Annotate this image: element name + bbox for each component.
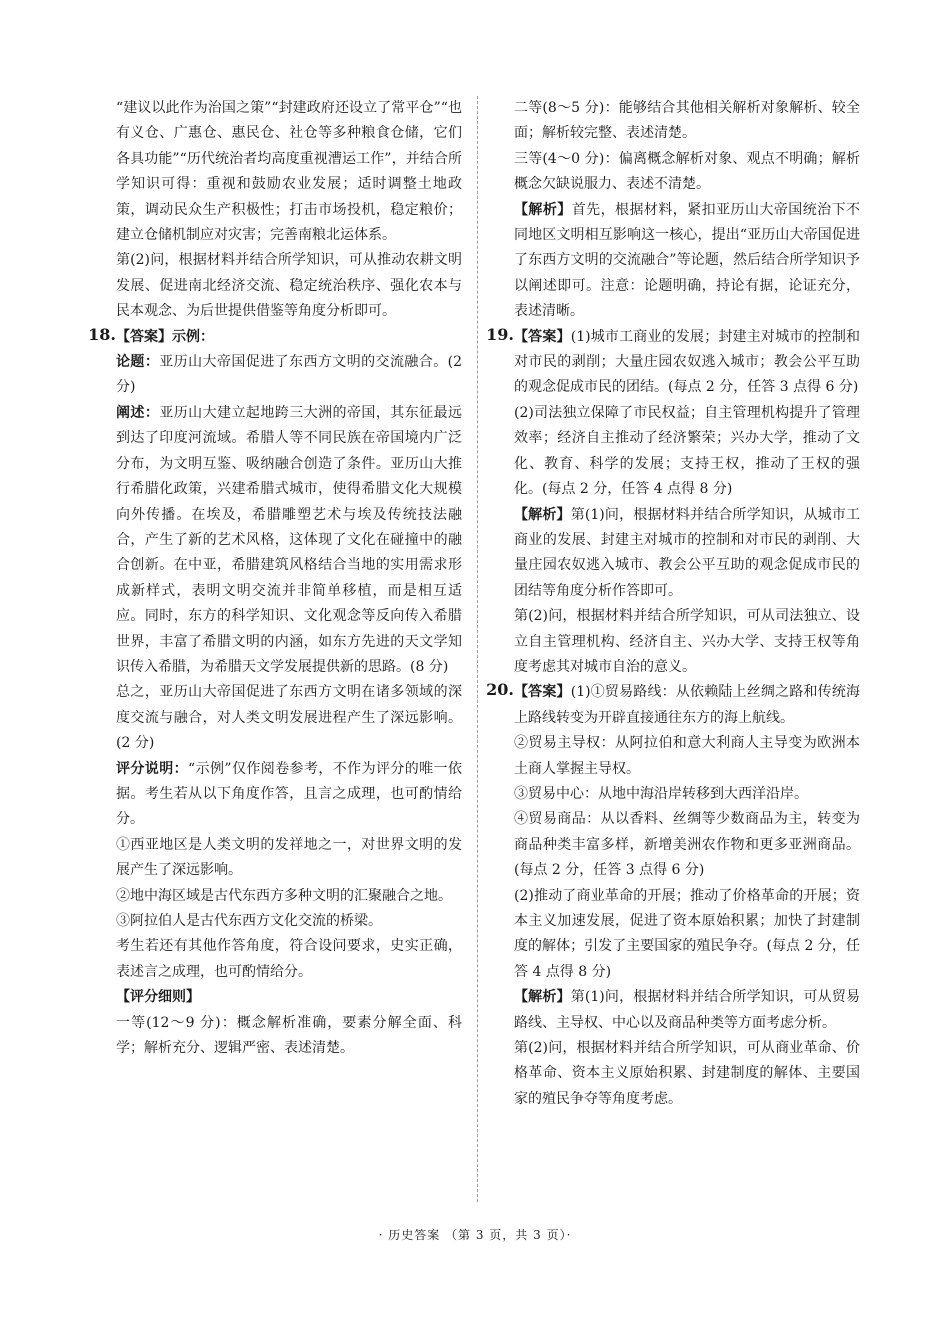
thesis-text: 亚历山大帝国促进了东西方文明的交流融合。(2 分): [116, 354, 463, 396]
q19-answer-1-text: (1)城市工商业的发展；封建主对城市的控制和对市民的剥削；大量庄园农奴逃入城市；教会公平互助的观念促成市民的团结。(每点 2 分，任答 3 点得 6 分): [514, 328, 860, 396]
answer-tag: 【答案】: [116, 328, 172, 345]
q17-continuation-paragraph-2: 第(2)问，根据材料并结合所学知识，可从推动农耕文明发展、促进南北经济交流、稳定统治秩序、强化农本与民本观念、为后世提供借鉴等角度分析即可。: [116, 252, 462, 320]
page-footer: · 历史答案 （第 3 页，共 3 页）·: [378, 1228, 572, 1242]
q18-thesis: [116, 350, 462, 401]
q20-answer-1-1-text: (1)①贸易路线：从依赖陆上丝绸之路和传统海上路线转变为开辟直接通往东方的海上航线。: [514, 684, 860, 726]
q17-continuation-paragraph-1: “建议以此作为治国之策”“封建政府还设立了常平仓”“也有义仓、广惠仓、惠民仓、社仓等多种粮食仓储，它们各具功能”“历代统治者均高度重视漕运工作”，并结合所学知识可得：重视和鼓励农业发展；适时调整土地政策，调动民众生产积极性；打击市场投机，稳定粮价；建立仓储机制应对灾害；完善南粮北运体系。: [116, 100, 462, 244]
q20-analysis-2: 第(2)问，根据材料并结合所学知识，可从商业革命、价格革命、资本主义原始积累、封建制度的解体、主要国家的殖民争夺等角度考虑。: [514, 1040, 860, 1107]
q18-other-angles: 考生若还有其他作答角度，符合设问要求，史实正确，表述言之成理，也可酌情给分。: [116, 938, 462, 980]
q18-analysis: [514, 198, 860, 325]
question-18: [88, 324, 462, 350]
q20-answer-2: (2)推动了商业革命的开展；推动了价格革命的开展；资本主义加速发展，促进了资本原始积累；加快了封建制度的解体；引发了主要国家的殖民争夺。(每点 2 分，任答 4 点得 8 分): [514, 887, 860, 980]
question-20-number: 20.: [486, 680, 514, 700]
q20-answer-1-1: [514, 680, 860, 731]
q18-answer-heading: [116, 325, 462, 350]
q19-analysis-1-text: 第(1)问，根据材料并结合所学知识，从城市工商业的发展、封建主对城市的控制和对市民的剥削、大量庄园农奴逃入城市、教会公平互助的观念促成市民的团结等角度分析作答即可。: [514, 506, 860, 599]
analysis-text: 首先，根据材料，紧扣亚历山大帝国统治下不同地区文明相互影响这一核心，提出“亚历山大帝国促进了东西方文明的交流融合”等论题，然后结合所学知识予以阐述即可。注意：论题明确，持论有据，论证充分，表述清晰。: [514, 201, 861, 320]
scoring-label: 评分说明：: [116, 760, 189, 777]
question-18-number: 18.: [88, 324, 116, 344]
q20-analysis-1: [514, 985, 860, 1036]
column-divider: [477, 96, 478, 1202]
left-column: [88, 96, 463, 1061]
q18-point-2: ②地中海区域是古代东西方多种文明的汇聚融合之地。: [116, 887, 452, 904]
q18-scoring-rules-title: 【评分细则】: [116, 989, 200, 1006]
q18-grade-1: 一等(12～9 分)：概念解析准确，要素分解全面、科学；解析充分、逻辑严密、表述清楚。: [116, 1014, 462, 1057]
q18-exposition: [116, 401, 462, 680]
answer-tag: 【答案】: [514, 328, 571, 345]
q20-answer-1-4: ④贸易商品：从以香料、丝绸等少数商品为主，转变为商品种类丰富多样，新增美洲农作物和更多亚洲商品。(每点 2 分，任答 3 点得 6 分): [514, 811, 860, 879]
q18-scoring-note: [116, 757, 462, 833]
q19-answer-2: (2)司法独立保障了市民权益；自主管理机构提升了管理效率；经济自主推动了经济繁荣；兴办大学，推动了文化、教育、科学的发展；支持王权，推动了王权的强化。(每点 2 分，任答 4 点得 8 分): [514, 404, 860, 498]
analysis-tag: 【解析】: [514, 506, 571, 523]
q19-analysis-2: 第(2)问，根据材料并结合所学知识，可从司法独立、设立自主管理机构、经济自主、兴办大学、支持王权等角度考虑其对城市自治的意义。: [514, 608, 860, 675]
question-20: [486, 680, 860, 731]
q18-point-3: ③阿拉伯人是古代东西方文化交流的桥梁。: [116, 913, 382, 929]
thesis-label: 论题：: [116, 354, 160, 371]
q20-answer-1-3: ③贸易中心：从地中海沿岸转移到大西洋沿岸。: [514, 785, 808, 802]
q18-summary: 总之，亚历山大帝国促进了东西方文明在诸多领域的深度交流与融合，对人类文明发展进程产生了深远影响。(2 分): [116, 684, 462, 752]
exposition-text: 亚历山大建立起地跨三大洲的帝国，其东征最远到达了印度河流域。希腊人等不同民族在帝国境内广泛分布，为文明互鉴、吸纳融合创造了条件。亚历山大推行希腊化政策，兴建希腊式城市，使得希腊文化大规模向外传播。在埃及，希腊雕塑艺术与埃及传统技法融合，产生了新的艺术风格，这体现了文化在碰撞中的融合创新。在中亚，希腊建筑风格结合当地的实用需求形成新样式，表明文明交流并非简单移植，而是相互适应。同时，东方的科学知识、文化观念等反向传入希腊世界，丰富了希腊文明的内涵，如东方先进的天文学知识传入希腊，为希腊天文学发展提供新的思路。(8 分): [116, 404, 463, 675]
q18-point-1: ①西亚地区是人类文明的发祥地之一，对世界文明的发展产生了深远影响。: [116, 836, 462, 879]
analysis-tag: 【解析】: [514, 989, 571, 1006]
question-19-number: 19.: [486, 324, 514, 344]
scoring-text: “示例”仅作阅卷参考，不作为评分的唯一依据。考生若从以下角度作答，且言之成理，也可酌情给分。: [116, 760, 462, 828]
q19-analysis-1: [514, 503, 860, 605]
question-19: [486, 324, 860, 401]
answer-tag: 【答案】: [514, 684, 571, 701]
q19-answer-1: [514, 325, 860, 401]
q18-grade-3: 三等(4～0 分)：偏离概念解析对象、观点不明确；解析概念欠缺说服力、表述不清楚。: [514, 150, 860, 193]
exposition-label: 阐述：: [116, 404, 160, 421]
q20-analysis-1-text: 第(1)问，根据材料并结合所学知识，可从贸易路线、主导权、中心以及商品种类等方面考虑分析。: [514, 989, 860, 1031]
right-column: [486, 96, 861, 1112]
analysis-tag: 【解析】: [514, 201, 572, 218]
answer-example-label: 示例：: [172, 328, 214, 345]
q18-grade-2: 二等(8～5 分)：能够结合其他相关解析对象解析、较全面；解析较完整、表述清楚。: [514, 100, 860, 142]
q20-answer-1-2: ②贸易主导权：从阿拉伯和意大利商人主导变为欧洲本土商人掌握主导权。: [514, 735, 860, 777]
